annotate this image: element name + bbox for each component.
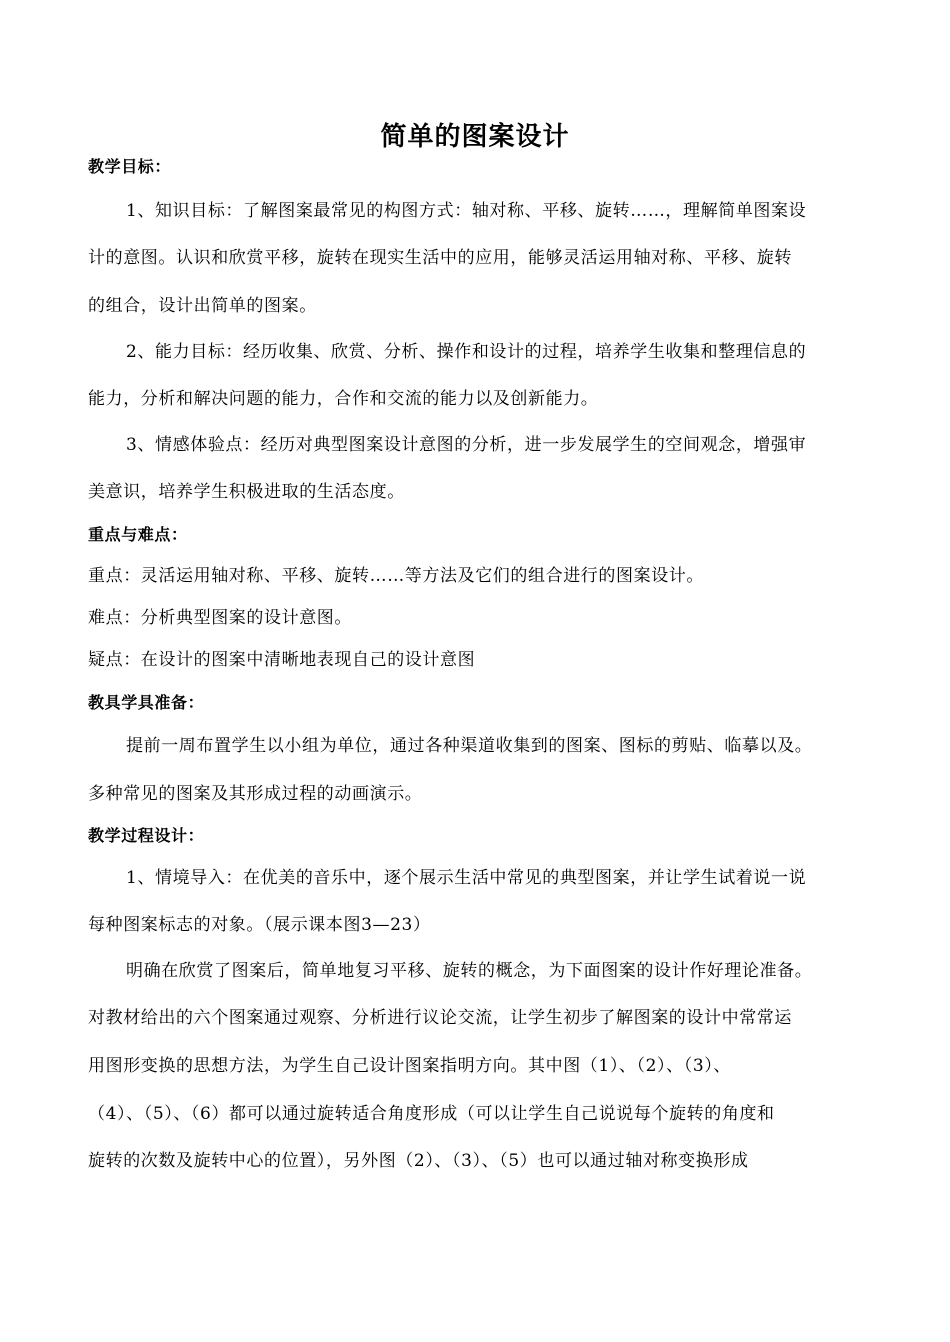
focus-line: 重点：灵活运用轴对称、平移、旋转……等方法及它们的组合进行的图案设计。 — [88, 566, 704, 586]
paragraph-line: 对教材给出的六个图案通过观察、分析进行议论交流，让学生初步了解图案的设计中常常运 — [88, 1008, 792, 1028]
paragraph-line: 提前一周布置学生以小组为单位，通过各种渠道收集到的图案、图标的剪贴、临摹以及。 — [126, 736, 813, 756]
paragraph-line: 2、能力目标：经历收集、欣赏、分析、操作和设计的过程，培养学生收集和整理信息的 — [126, 342, 807, 362]
paragraph-line: 1、知识目标：了解图案最常见的构图方式：轴对称、平移、旋转……，理解简单图案设 — [126, 201, 807, 221]
section-heading-materials: 教具学具准备： — [88, 693, 205, 712]
paragraph-line: 每种图案标志的对象。（展示课本图3—23） — [88, 915, 431, 935]
difficulty-line: 难点：分析典型图案的设计意图。 — [88, 608, 352, 628]
paragraph-line: （4）、（5）、（6）都可以通过旋转适合角度形成（可以让学生自己说说每个旋转的角度和 — [88, 1104, 775, 1124]
paragraph-line: 明确在欣赏了图案后，简单地复习平移、旋转的概念，为下面图案的设计作好理论准备。 — [126, 961, 813, 981]
section-heading-goals: 教学目标： — [88, 157, 172, 176]
page-title: 简单的图案设计 — [380, 122, 570, 152]
paragraph-line: 旋转的次数及旋转中心的位置），另外图（2）、（3）、（5）也可以通过轴对称变换形成 — [88, 1151, 749, 1171]
paragraph-line: 多种常见的图案及其形成过程的动画演示。 — [88, 784, 423, 804]
paragraph-line: 计的意图。认识和欣赏平移，旋转在现实生活中的应用，能够灵活运用轴对称、平移、旋转 — [88, 248, 792, 268]
paragraph-line: 1、情境导入：在优美的音乐中，逐个展示生活中常见的典型图案，并让学生试着说一说 — [126, 868, 807, 888]
paragraph-line: 的组合，设计出简单的图案。 — [88, 296, 317, 316]
section-heading-key-points: 重点与难点： — [88, 525, 188, 544]
paragraph-line: 能力，分析和解决问题的能力，合作和交流的能力以及创新能力。 — [88, 389, 599, 409]
doubt-line: 疑点：在设计的图案中清晰地表现自己的设计意图 — [88, 650, 476, 670]
section-heading-process: 教学过程设计： — [88, 826, 205, 845]
paragraph-line: 用图形变换的思想方法，为学生自己设计图案指明方向。其中图（1）、（2）、（3）、 — [88, 1056, 731, 1076]
paragraph-line: 美意识，培养学生积极进取的生活态度。 — [88, 482, 405, 502]
paragraph-line: 3、情感体验点：经历对典型图案设计意图的分析，进一步发展学生的空间观念，增强审 — [126, 435, 807, 455]
